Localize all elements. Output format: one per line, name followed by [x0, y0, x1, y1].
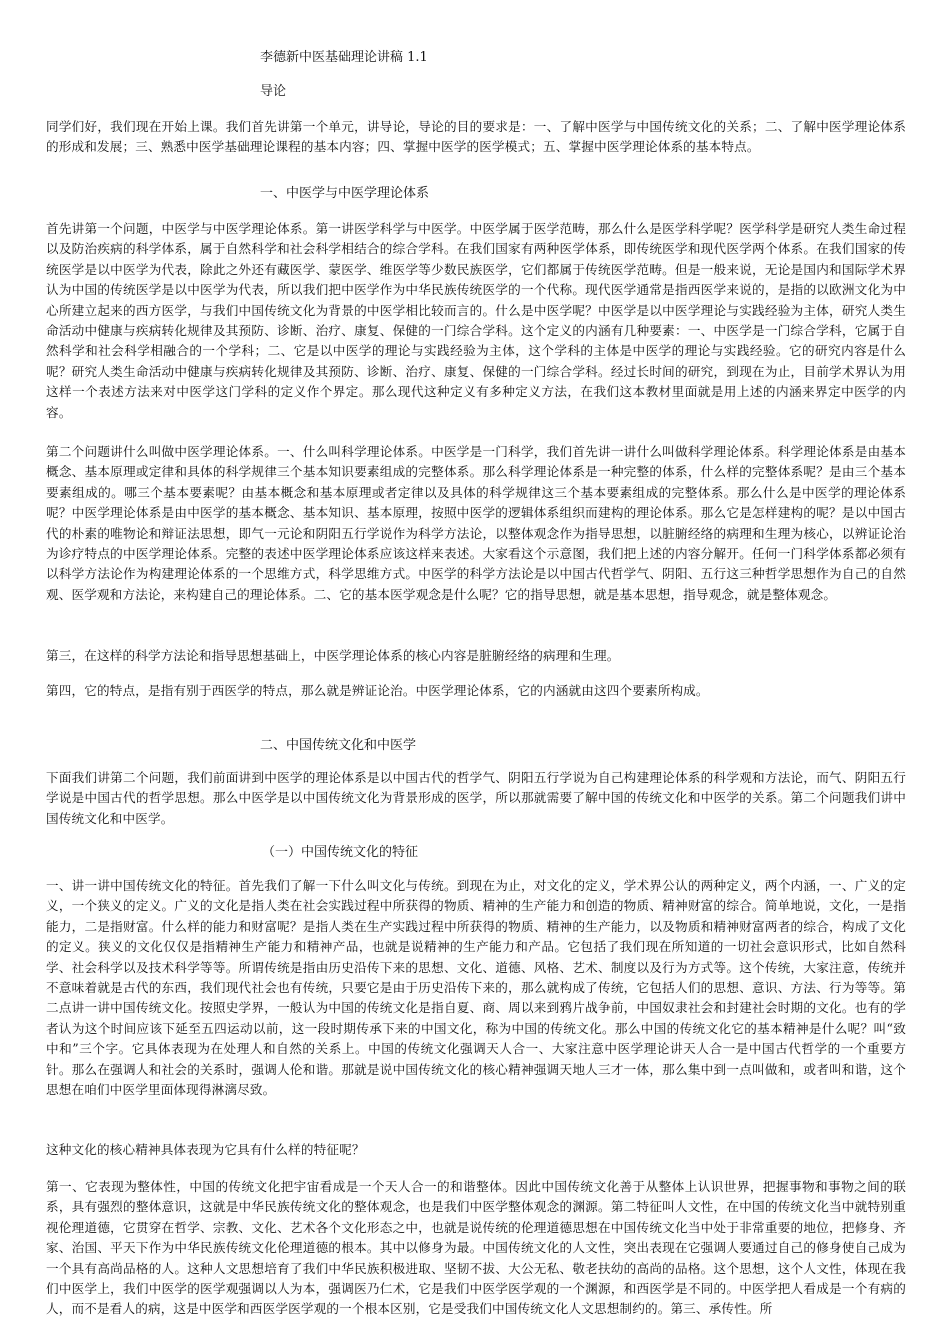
intro-paragraph: 同学们好，我们现在开始上课。我们首先讲第一个单元，讲导论，导论的目的要求是：一、了解中医学与中国传统文化的关系；二、了解中医学理论体系的形成和发展；三、熟悉中医学基础理论课程的基本内容；四、掌握中医学的医学模式；五、掌握中医学理论体系的基本特点。 [46, 119, 906, 155]
section1-paragraph-4: 第四，它的特点，是指有别于西医学的特点，那么就是辨证论治。中医学理论体系，它的内涵就由这四个要素所构成。 [46, 683, 709, 698]
section1-paragraph-1: 首先讲第一个问题，中医学与中医学理论体系。第一讲医学科学与中医学。中医学属于医学范畴，那么什么是医学科学呢？医学科学是研究人类生命过程以及防治疾病的科学体系，属于自然科学和社会科学相结合的综合学科。在我们国家有两种医学体系，即传统医学和现代医学两个体系。在我们国家的传统医学是以中医学为代表，除此之外还有藏医学、蒙医学、维医学等少数民族医学，它们都属于传统医学范畴。但是一般来说，无论是国内和国际学术界认为中国的传统医学是以中医学为代表，所以我们把中医学作为中华民族传统医学的一个代称。现代医学通常是指西医学来说的，是指的以欧洲文化为中心所建立起来的西方医学，与我们中国传统文化为背景的中医学相比较而言的。什么是中医学呢？中医学是以中医学理论与实践经验为主体，研究人类生命活动中健康与疾病转化规律及其预防、诊断、治疗、康复、保健的一门综合学科。这个定义的内涵有几种要素：一、中医学是一门综合学科，它属于自然科学和社会科学相融合的一个学科；二、它是以中医学的理论与实践经验为主体，这个学科的主体是中医学的理论与实践经验。它的研究内容是什么呢？研究人类生命活动中健康与疾病转化规律及其预防、诊断、治疗、康复、保健的一门综合学科。经过长时间的研究，到现在为止，目前学术界认为用这样一个表述方法来对中医学这门学科的定义作个界定。那么现代这种定义有多种定义方法，在我们这本教材里面就是用上述的内涵来界定中医学的内容。 [46, 221, 906, 420]
section2-paragraph-3: 这种文化的核心精神具体表现为它具有什么样的特征呢？ [46, 1142, 365, 1157]
section1-heading: 一、中医学与中医学理论体系 [260, 186, 430, 201]
section2-subheading: （一）中国传统文化的特征 [262, 845, 419, 860]
section1-paragraph-3: 第三，在这样的科学方法论和指导思想基础上，中医学理论体系的核心内容是脏腑经络的病理和生理。 [46, 648, 620, 663]
section2-paragraph-2: 一、讲一讲中国传统文化的特征。首先我们了解一下什么叫文化与传统。到现在为止，对文化的定义，学术界公认的两种定义，两个内涵，一、广义的定义，一个狭义的定义。广义的文化是指人类在社会实践过程中所获得的物质、精神的生产能力和创造的物质、精神财富的综合。简单地说，文化，一是指能力，二是指财富。什么样的能力和财富呢？是指人类在生产实践过程中所获得的物质、精神的生产能力，以及物质和精神财富两者的综合，构成了文化的定义。狭义的文化仅仅是指精神生产能力和精神产品，也就是说精神的生产能力和产品。它包括了我们现在所知道的一切社会意识形式，比如自然科学、社会科学以及技术科学等等。所谓传统是指由历史沿传下来的思想、文化、道德、风格、艺术、制度以及行为方式等。这个传统，大家注意，传统并不意味着就是古代的东西，我们现代社会也有传统，只要它是由于历史沿传下来的，那么就构成了传统，它包括人们的思想、意识、方法、行为等等。第二点讲一讲中国传统文化。按照史学界，一般认为中国的传统文化是指自夏、商、周以来到鸦片战争前，中国奴隶社会和封建社会时期的文化。也有的学者认为这个时间应该下延至五四运动以前，这一段时期传承下来的中国文化，称为中国的传统文化。那么中国的传统文化它的基本精神是什么呢？叫“致中和”三个字。它具体表现为在处理人和自然的关系上。中国的传统文化强调天人合一、大家注意中医学理论讲天人合一是中国古代哲学的一个重要方针。那么在强调人和社会的关系时，强调人伦和谐。那就是说中国传统文化的核心精神强调天地人三才一体，那么集中到一点叫做和，或者叫和谐，这个思想在咱们中医学里面体现得淋漓尽致。 [46, 878, 906, 1098]
document-subtitle: 导论 [260, 84, 287, 99]
document-title: 李德新中医基础理论讲稿 1.1 [260, 50, 428, 65]
section2-paragraph-4: 第一、它表现为整体性，中国的传统文化把宇宙看成是一个天人合一的和谐整体。因此中国传统文化善于从整体上认识世界，把握事物和事物之间的联系，具有强烈的整体意识，这就是中华民族传统文化的整体观念，也是我们中医学整体观念的渊源。第二特征叫人文性，在中国的传统文化当中就特别重视伦理道德，它贯穿在哲学、宗教、文化、艺术各个文化形态之中，也就是说传统的伦理道德思想在中国传统文化当中处于非常重要的地位，把修身、齐家、治国、平天下作为中华民族传统文化伦理道德的根本。其中以修身为最。中国传统文化的人文性，突出表现在它强调人要通过自己的修身使自己成为一个具有高尚品格的人。这种人文思想培育了我们中华民族积极进取、坚韧不拔、大公无私、敬老扶幼的高尚的品格。这个思想，这个人文性，体现在我们中医学上，我们中医学的医学观强调以人为本，强调医乃仁术，它是我们中医学医学观的一个渊源，和西医学是不同的。中医学把人看成是一个有病的人，而不是看人的病，这是中医学和西医学医学观的一个根本区别，它是受我们中国传统文化人文思想制约的。第三、承传性。所 [46, 1179, 906, 1317]
section2-heading: 二、中国传统文化和中医学 [260, 738, 417, 753]
section1-paragraph-2: 第二个问题讲什么叫做中医学理论体系。一、什么叫科学理论体系。中医学是一门科学，我们首先讲一讲什么叫做科学理论体系。科学理论体系是由基本概念、基本原理或定律和具体的科学规律三个基本知识要素组成的完整体系。那么科学理论体系是一种完整的体系，什么样的完整体系呢？是由三个基本要素组成的。哪三个基本要素呢？由基本概念和基本原理或者定律以及具体的科学规律这三个基本要素组成的完整体系。那么什么是中医学的理论体系呢？中医学理论体系是由中医学的基本概念、基本知识、基本原理，按照中医学的逻辑体系组织而建构的理论体系。那么它是怎样建构的呢？是以中国古代的朴素的唯物论和辩证法思想，即气一元论和阴阳五行学说作为科学方法论，以整体观念作为指导思想，以脏腑经络的病理和生理为核心，以辨证论治为诊疗特点的中医学理论体系。完整的表述中医学理论体系应该这样来表述。大家看这个示意图，我们把上述的内容分解开。任何一门科学体系都必须有以科学方法论作为构建理论体系的一个思维方式，科学思维方式。中医学的科学方法论是以中国古代哲学气、阴阳、五行这三种哲学思想作为自己的自然观、医学观和方法论，来构建自己的理论体系。二、它的基本医学观念是什么呢？它的指导思想，就是基本思想，指导观念，就是整体观念。 [46, 444, 906, 602]
section2-paragraph-1: 下面我们讲第二个问题，我们前面讲到中医学的理论体系是以中国古代的哲学气、阴阳五行学说为自己构建理论体系的科学观和方法论，而气、阴阳五行学说是中国古代的哲学思想。那么中医学是以中国传统文化为背景形成的医学，所以那就需要了解中国的传统文化和中医学的关系。第二个问题我们讲中国传统文化和中医学。 [46, 770, 906, 826]
